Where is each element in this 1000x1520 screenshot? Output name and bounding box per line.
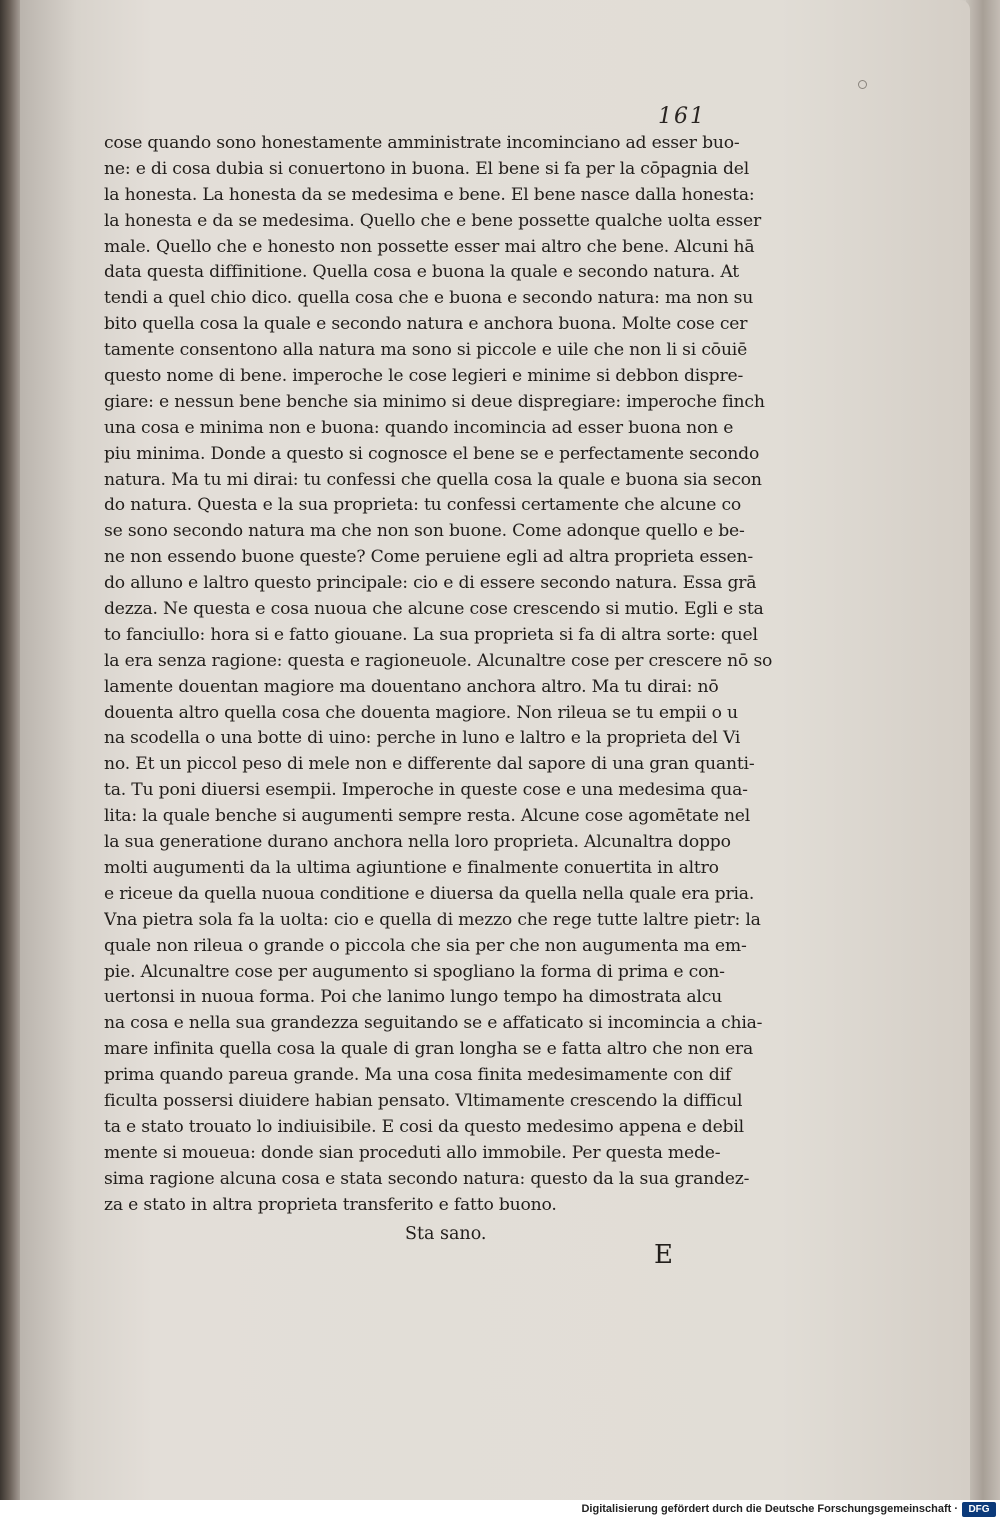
text-line: pie. Alcunaltre cose per augumento si spogliano la forma di prima e con- — [104, 961, 725, 982]
text-line: la era senza ragione: questa e ragioneuole. Alcunaltre cose per crescere nō so — [104, 650, 773, 671]
text-line: piu minima. Donde a questo si cognosce el bene se e perfectamente secondo — [104, 443, 760, 464]
text-line: male. Quello che e honesto non possette esser mai altro che bene. Alcuni hā — [104, 236, 755, 257]
page-edge — [966, 0, 1000, 1500]
text-line: cose quando sono honestamente amministrate incominciano ad esser buo- — [104, 133, 740, 153]
text-line: uertonsi in nuoua forma. Poi che lanimo lungo tempo ha dimostrata alcu — [104, 987, 722, 1008]
text-line: za e stato in altra proprieta transferito e fatto buono. — [104, 1194, 557, 1215]
text-line: data questa diffinitione. Quella cosa e buona la quale e secondo natura. At — [104, 262, 739, 283]
text-line: no. Et un piccol peso di mele non e differente dal sapore di una gran quanti- — [104, 754, 755, 775]
text-line: giare: e nessun bene benche sia minimo si deue dispregiare: imperoche finch — [104, 391, 765, 412]
text-line: ta. Tu poni diuersi esempii. Imperoche in queste cose e una medesima qua- — [104, 780, 748, 801]
text-line: tendi a quel chio dico. quella cosa che e buona e secondo natura: ma non su — [104, 288, 754, 309]
page-number: 161 — [658, 104, 706, 129]
signature-mark: E — [654, 1240, 673, 1270]
text-line: to fanciullo: hora si e fatto giouane. La sua proprieta si fa di altra sorte: quel — [104, 624, 758, 645]
text-line: mare infinita quella cosa la quale di gran longha se e fatta altro che non era — [104, 1039, 753, 1060]
text-line: dezza. Ne questa e cosa nuoua che alcune cose crescendo si mutio. Egli e sta — [104, 599, 764, 620]
text-line: la sua generatione durano anchora nella loro proprieta. Alcunaltra doppo — [104, 832, 731, 853]
text-line: ficulta possersi diuidere habian pensato. Vltimamente crescendo la difficul — [104, 1090, 743, 1111]
text-line: prima quando pareua grande. Ma una cosa finita medesimamente con dif — [104, 1065, 732, 1086]
footer-credit: Digitalisierung gefördert durch die Deutsche Forschungsgemeinschaft · — [581, 1503, 958, 1515]
text-line: douenta altro quella cosa che douenta magiore. Non rileua se tu empii o u — [104, 702, 738, 723]
paper-spot — [858, 80, 867, 89]
text-line: do alluno e laltro questo principale: cio e di essere secondo natura. Essa grā — [104, 573, 757, 594]
valediction: Sta sano. — [405, 1224, 487, 1244]
text-line: tamente consentono alla natura ma sono si piccole e uile che non li si cōuiē — [104, 340, 748, 361]
text-line: una cosa e minima non e buona: quando incomincia ad esser buona non e — [104, 417, 734, 438]
text-line: questo nome di bene. imperoche le cose legieri e minime si debbon dispre- — [104, 366, 744, 387]
text-line: na cosa e nella sua grandezza seguitando se e affaticato si incomincia a chia- — [104, 1013, 763, 1034]
text-line: bito quella cosa la quale e secondo natura e anchora buona. Molte cose cer — [104, 314, 748, 335]
text-line: do natura. Questa e la sua proprieta: tu confessi certamente che alcune co — [104, 495, 742, 516]
text-line: se sono secondo natura ma che non son buone. Come adonque quello e be- — [104, 521, 745, 542]
text-line: ne non essendo buone queste? Come peruiene egli ad altra proprieta essen- — [104, 547, 753, 568]
text-line: lamente douentan magiore ma douentano anchora altro. Ma tu dirai: nō — [104, 676, 719, 697]
body-text — [104, 131, 774, 1218]
text-line: molti augumenti da la ultima agiuntione e finalmente conuertita in altro — [104, 857, 719, 878]
text-line: na scodella o una botte di uino: perche in luno e laltro e la proprieta del Vi — [104, 728, 741, 749]
text-line: quale non rileua o grande o piccola che sia per che non augumenta ma em- — [104, 935, 747, 956]
text-line: e riceue da quella nuoua conditione e diuersa da quella nella quale era pria. — [104, 883, 755, 904]
text-line: Vna pietra sola fa la uolta: cio e quella di mezzo che rege tutte laltre pietr: la — [104, 909, 761, 930]
text-line: ne: e di cosa dubia si conuertono in buona. El bene si fa per la cōpagnia del — [104, 158, 750, 179]
text-line: sima ragione alcuna cosa e stata secondo natura: questo da la sua grandez- — [104, 1168, 750, 1189]
dfg-logo: DFG — [962, 1502, 996, 1517]
text-line: ta e stato trouato lo indiuisibile. E cosi da questo medesimo appena e debil — [104, 1116, 744, 1137]
text-line: lita: la quale benche si augumenti sempre resta. Alcune cose agomētate nel — [104, 806, 751, 827]
text-line: la honesta. La honesta da se medesima e bene. El bene nasce dalla honesta: — [104, 184, 755, 205]
text-line: natura. Ma tu mi dirai: tu confessi che quella cosa la quale e buona sia secon — [104, 469, 762, 490]
text-line: mente si moueua: donde sian proceduti allo immobile. Per questa mede- — [104, 1142, 721, 1163]
text-line: la honesta e da se medesima. Quello che e bene possette qualche uolta esser — [104, 210, 762, 231]
